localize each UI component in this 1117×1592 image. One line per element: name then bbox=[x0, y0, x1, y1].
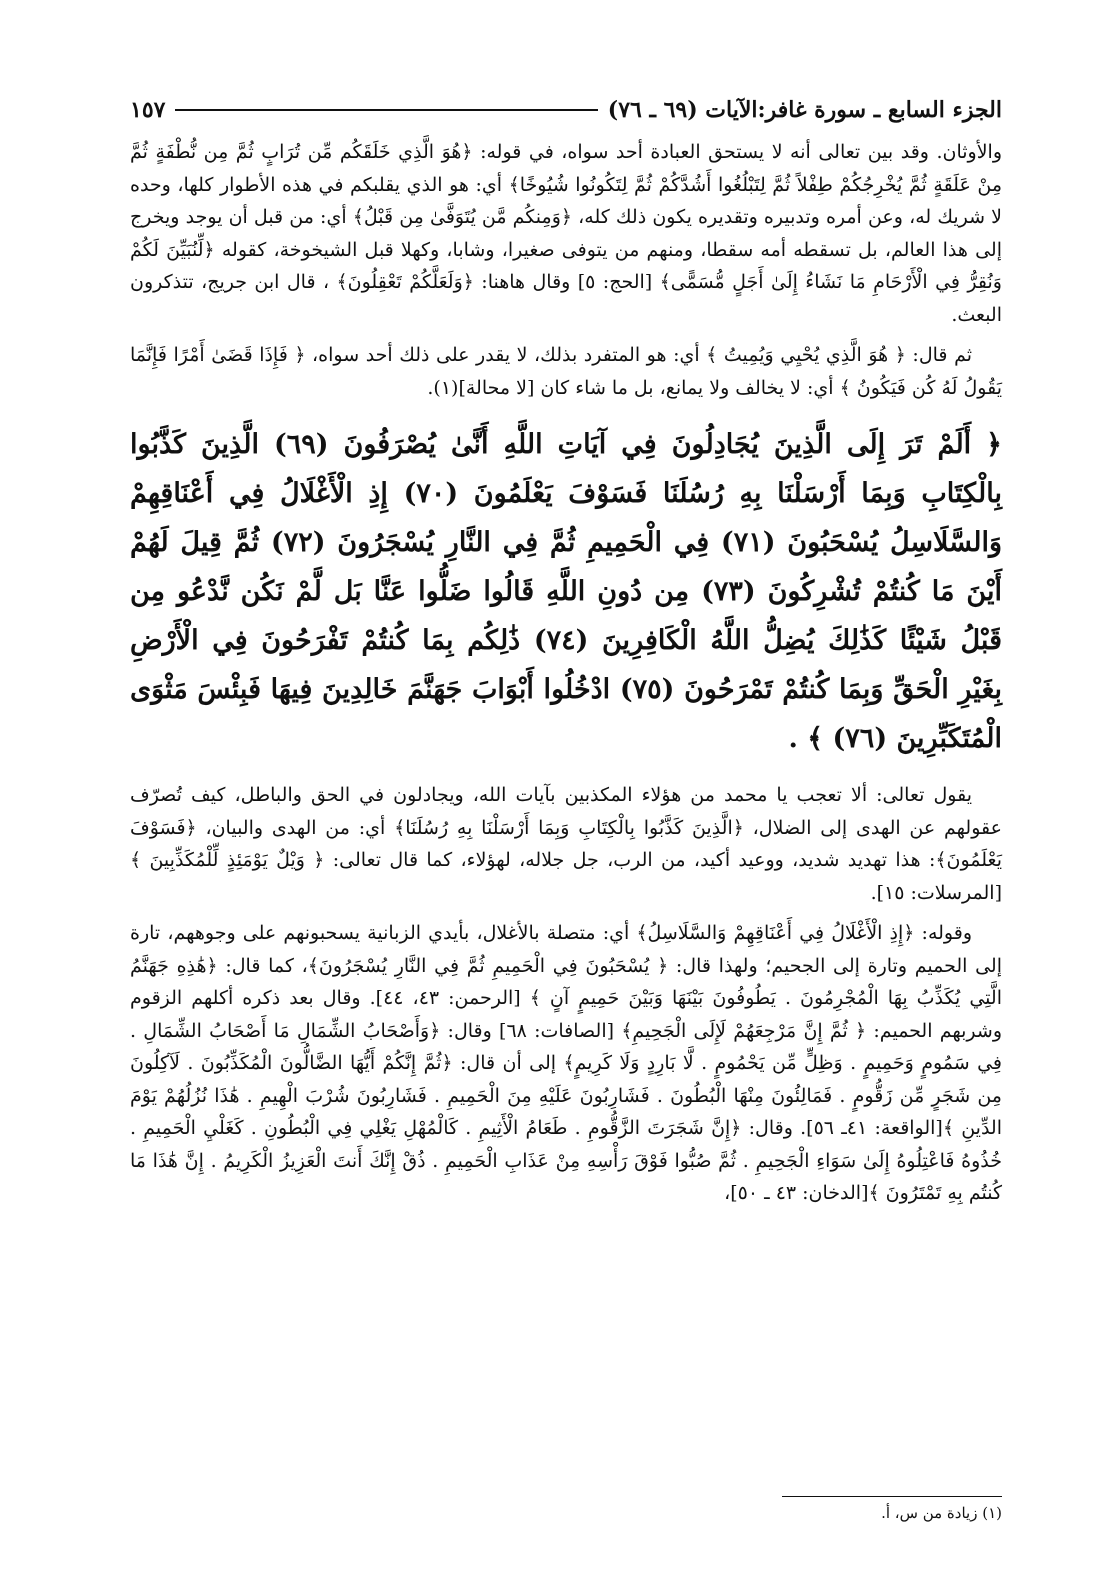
page-number: ١٥٧ bbox=[130, 97, 166, 123]
paragraph: يقول تعالى: ألا تعجب يا محمد من هؤلاء المكذبين بآيات الله، ويجادلون في الحق والباطل، كيف تُصرّف عقولهم عن الهدى إلى الضلال، ﴿الَّذِينَ كَذَّبُوا بِالْكِتَابِ وَبِمَا أَرْسَلْنَا بِهِ رُسُلَنَا﴾ أي: من الهدى والبيان، ﴿فَسَوْفَ يَعْلَمُونَ﴾: هذا تهديد شديد، ووعيد أكيد، من الرب، جل جلاله، لهؤلاء، كما قال تعالى: ﴿ وَيْلٌ يَوْمَئِذٍ لِّلْمُكَذِّبِينَ ﴾ [المرسلات: ١٥]. bbox=[130, 784, 1002, 904]
paragraph: وقوله: ﴿إِذِ الْأَغْلَالُ فِي أَعْنَاقِهِمْ وَالسَّلَاسِلُ﴾ أي: متصلة بالأغلال، بأيدي الزبانية يسحبونهم على وجوههم، تارة إلى الحميم وتارة إلى الجحيم؛ ولهذا قال: ﴿ يُسْحَبُونَ فِي الْحَمِيمِ ثُمَّ فِي النَّارِ يُسْجَرُونَ﴾، كما قال: ﴿هَٰذِهِ جَهَنَّمُ الَّتِي يُكَذِّبُ بِهَا الْمُجْرِمُونَ . يَطُوفُونَ بَيْنَهَا وَبَيْنَ حَمِيمٍ آنٍ ﴾ [الرحمن: ٤٣، ٤٤]. وقال بعد ذكره أكلهم الزقوم وشربهم الحميم: ﴿ ثُمَّ إِنَّ مَرْجِعَهُمْ لَإِلَى الْجَحِيمِ﴾ [الصافات: ٦٨] وقال: ﴿وَأَصْحَابُ الشِّمَالِ مَا أَصْحَابُ الشِّمَالِ . فِي سَمُومٍ وَحَمِيمٍ . وَظِلٍّ مِّن يَحْمُومٍ . لَّا بَارِدٍ وَلَا كَرِيمٍ﴾ إلى أن قال: ﴿ثُمَّ إِنَّكُمْ أَيُّهَا الضَّالُّونَ الْمُكَذِّبُونَ . لَآكِلُونَ مِن شَجَرٍ مِّن زَقُّومٍ . فَمَالِئُونَ مِنْهَا الْبُطُونَ . فَشَارِبُونَ عَلَيْهِ مِنَ الْحَمِيمِ . فَشَارِبُونَ شُرْبَ الْهِيمِ . هَٰذَا نُزُلُهُمْ يَوْمَ الدِّينِ ﴾[الواقعة: ٤١ـ ٥٦]. وقال: ﴿إِنَّ شَجَرَتَ الزَّقُّومِ . طَعَامُ الْأَثِيمِ . كَالْمُهْلِ يَغْلِي فِي الْبُطُونِ . كَغَلْيِ الْحَمِيمِ . خُذُوهُ فَاعْتِلُوهُ إِلَىٰ سَوَاءِ الْجَحِيمِ . ثُمَّ صُبُّوا فَوْقَ رَأْسِهِ مِنْ عَذَابِ الْحَمِيمِ . ذُقْ إِنَّكَ أَنتَ الْعَزِيزُ الْكَرِيمُ . إِنَّ هَٰذَا مَا كُنتُم بِهِ تَمْتَرُونَ ﴾[الدخان: ٤٣ ـ ٥٠]، bbox=[130, 922, 1002, 1204]
running-header bbox=[130, 92, 1002, 128]
footnote-rule bbox=[782, 1496, 1002, 1497]
quran-verses-block: ﴿ أَلَمْ تَرَ إِلَى الَّذِينَ يُجَادِلُونَ فِي آيَاتِ اللَّهِ أَنَّىٰ يُصْرَفُونَ (٦٩) الَّذِينَ كَذَّبُوا بِالْكِتَابِ وَبِمَا أَرْسَلْنَا بِهِ رُسُلَنَا فَسَوْفَ يَعْلَمُونَ (٧٠) إِذِ الْأَغْلَالُ فِي أَعْنَاقِهِمْ وَالسَّلَاسِلُ يُسْحَبُونَ (٧١) فِي الْحَمِيمِ ثُمَّ فِي النَّارِ يُسْجَرُونَ (٧٢) ثُمَّ قِيلَ لَهُمْ أَيْنَ مَا كُنتُمْ تُشْرِكُونَ (٧٣) مِن دُونِ اللَّهِ قَالُوا ضَلُّوا عَنَّا بَل لَّمْ نَكُن نَّدْعُو مِن قَبْلُ شَيْئًا كَذَٰلِكَ يُضِلُّ اللَّهُ الْكَافِرِينَ (٧٤) ذَٰلِكُم بِمَا كُنتُمْ تَفْرَحُونَ فِي الْأَرْضِ بِغَيْرِ الْحَقِّ وَبِمَا كُنتُمْ تَمْرَحُونَ (٧٥) ادْخُلُوا أَبْوَابَ جَهَنَّمَ خَالِدِينَ فِيهَا فَبِئْسَ مَثْوَى الْمُتَكَبِّرِينَ (٧٦) ﴾ . bbox=[130, 429, 1002, 754]
header-rule bbox=[175, 109, 597, 111]
page-body bbox=[130, 136, 1002, 1210]
paragraph: والأوثان. وقد بين تعالى أنه لا يستحق العبادة أحد سواه، في قوله: ﴿هُوَ الَّذِي خَلَقَكُم مِّن تُرَابٍ ثُمَّ مِن نُّطْفَةٍ ثُمَّ مِنْ عَلَقَةٍ ثُمَّ يُخْرِجُكُمْ طِفْلاً ثُمَّ لِتَبْلُغُوا أَشُدَّكُمْ ثُمَّ لِتَكُونُوا شُيُوخًا﴾ أي: هو الذي يقلبكم في هذه الأطوار كلها، وحده لا شريك له، وعن أمره وتدبيره وتقديره يكون ذلك كله، ﴿وَمِنكُم مَّن يُتَوَفَّىٰ مِن قَبْلُ﴾ أي: من قبل أن يوجد ويخرج إلى هذا العالم، بل تسقطه أمه سقطا، ومنهم من يتوفى صغيرا، وشابا، وكهلا قبل الشيخوخة، كقوله ﴿لِّنُبَيِّنَ لَكُمْ وَنُقِرُّ فِي الْأَرْحَامِ مَا نَشَاءُ إِلَىٰ أَجَلٍ مُّسَمًّى﴾ [الحج: ٥] وقال هاهنا: ﴿وَلَعَلَّكُمْ تَعْقِلُونَ﴾ ، قال ابن جريج، تتذكرون البعث. bbox=[130, 141, 1002, 326]
footnote: (١) زيادة من س، أ. bbox=[881, 1504, 1002, 1522]
paragraph: ثم قال: ﴿ هُوَ الَّذِي يُحْيِي وَيُمِيتُ ﴾ أي: هو المتفرد بذلك، لا يقدر على ذلك أحد سواه، ﴿ فَإِذَا قَضَىٰ أَمْرًا فَإِنَّمَا يَقُولُ لَهُ كُن فَيَكُونُ ﴾ أي: لا يخالف ولا يمانع، بل ما شاء كان [لا محالة](١). bbox=[130, 344, 1002, 399]
header-title: الجزء السابع ـ سورة غافر:الآيات (٦٩ ـ ٧٦) bbox=[607, 97, 1002, 123]
